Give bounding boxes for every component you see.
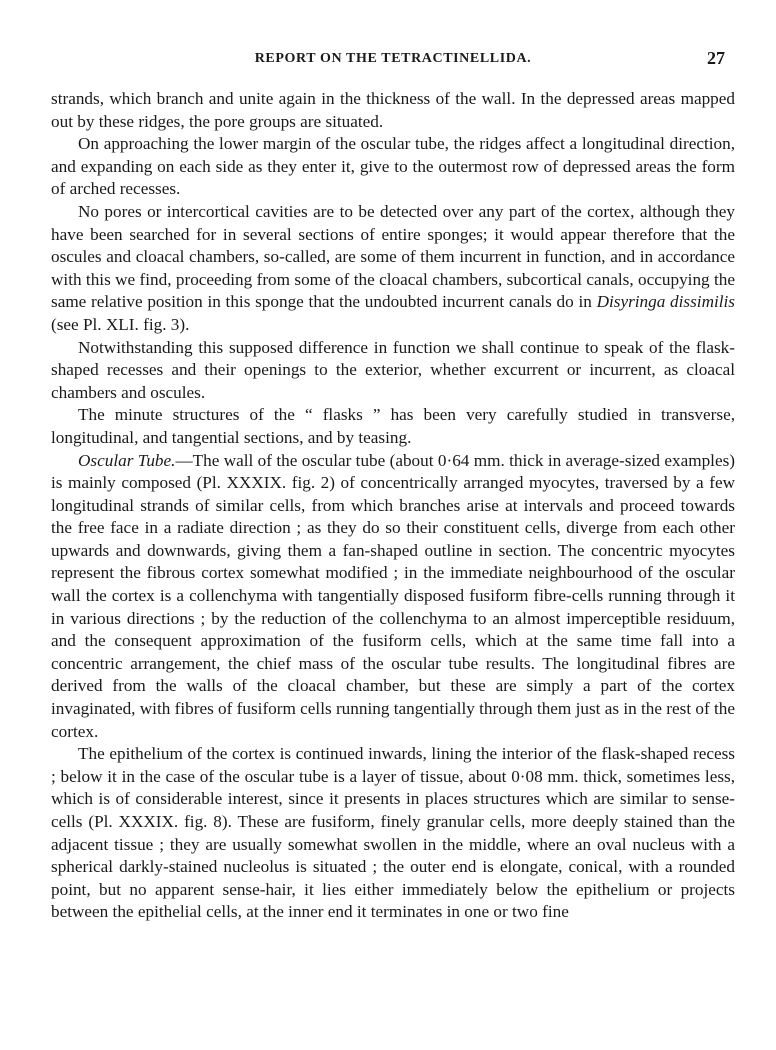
paragraph-text: strands, which branch and unite again in the thickness of the wall. In the depressed areas mapped out by these ridges, the pore groups are situated.: [51, 89, 735, 131]
paragraph-minute-structures: [51, 404, 735, 449]
paragraph-text: The minute structures of the “ flasks ” has been very carefully studied in transverse, longitudinal, and tangential sections, and by teasing.: [51, 405, 735, 447]
body-text: [51, 88, 735, 924]
running-title: REPORT ON THE TETRACTINELLIDA.: [254, 51, 532, 66]
paragraph-no-pores: [51, 201, 735, 337]
paragraph-oscular-margin: [51, 133, 735, 201]
paragraph-oscular-tube: [51, 450, 735, 744]
page-number: 27: [707, 48, 725, 68]
paragraph-text: Notwithstanding this supposed difference in function we shall continue to speak of the flask-shaped recesses and their openings to the exterior, whether excurrent or incurrent, as cloacal chambers and oscules.: [51, 337, 735, 402]
running-head: [51, 48, 735, 70]
paragraph-text: (see Pl. XLI. fig. 3).: [51, 314, 190, 334]
section-heading: Oscular Tube.: [78, 450, 176, 470]
paragraph-text: On approaching the lower margin of the oscular tube, the ridges affect a longitudinal direction, and expanding on each side as they enter it, give to the outermost row of depressed areas the form of arched recesses.: [51, 134, 735, 199]
species-name: Disyringa dissimilis: [596, 292, 735, 312]
paragraph-text: No pores or intercortical cavities are to be detected over any part of the cortex, although they have been searched for in several sections of entire sponges; it would appear therefore that the oscules and cloacal chambers, so-called, are some of them incurrent in function, and in accordance with this we find, proceeding from some of the cloacal chambers, subcortical canals, occupying the same relative position in this sponge that the undoubted incurrent canals do in: [51, 201, 735, 312]
paragraph-continuation: [51, 88, 735, 133]
paragraph-epithelium: [51, 743, 735, 924]
paragraph-text: The epithelium of the cortex is continued inwards, lining the interior of the flask-shaped recess ; below it in the case of the oscular tube is a layer of tissue, about 0·08 mm. thick, sometimes less, which is of considerable interest, since it presents in places structures which are similar to sense-cells (Pl. XXXIX. fig. 8). These are fusiform, finely granular cells, more deeply stained than the adjacent tissue ; they are usually somewhat swollen in the middle, where an oval nucleus with a spherical darkly-stained nucleolus is situated ; the outer end is elongate, conical, with a rounded point, but no apparent sense-hair, it lies either immediately below the epithelium or projects between the epithelial cells, at the inner end it terminates in one or two fine: [51, 744, 735, 922]
paragraph-notwithstanding: [51, 337, 735, 405]
paragraph-text: —The wall of the oscular tube (about 0·64 mm. thick in average-sized examples) is mainly composed (Pl. XXXIX. fig. 2) of concentrically arranged myocytes, traversed by a few longitudinal strands of similar cells, from which branches arise at intervals and proceed towards the free face in a radiate direction ; as they do so their constituent cells, diverge from each other upwards and downwards, giving them a fan-shaped outline in section. The concentric myocytes represent the fibrous cortex somewhat modified ; in the immediate neighbourhood of the oscular wall the cortex is a collenchyma with tangentially disposed fusiform fibre-cells running through it in various directions ; by the reduction of the collenchyma to an almost imperceptible residuum, and the consequent approximation of the fusiform cells, which at the same time fall into a concentric arrangement, the chief mass of the oscular tube results. The longitudinal fibres are derived from the walls of the cloacal chamber, but these are simply a part of the cortex invaginated, with fibres of fusiform cells running tangentially through them just as in the rest of the cortex.: [51, 450, 736, 741]
